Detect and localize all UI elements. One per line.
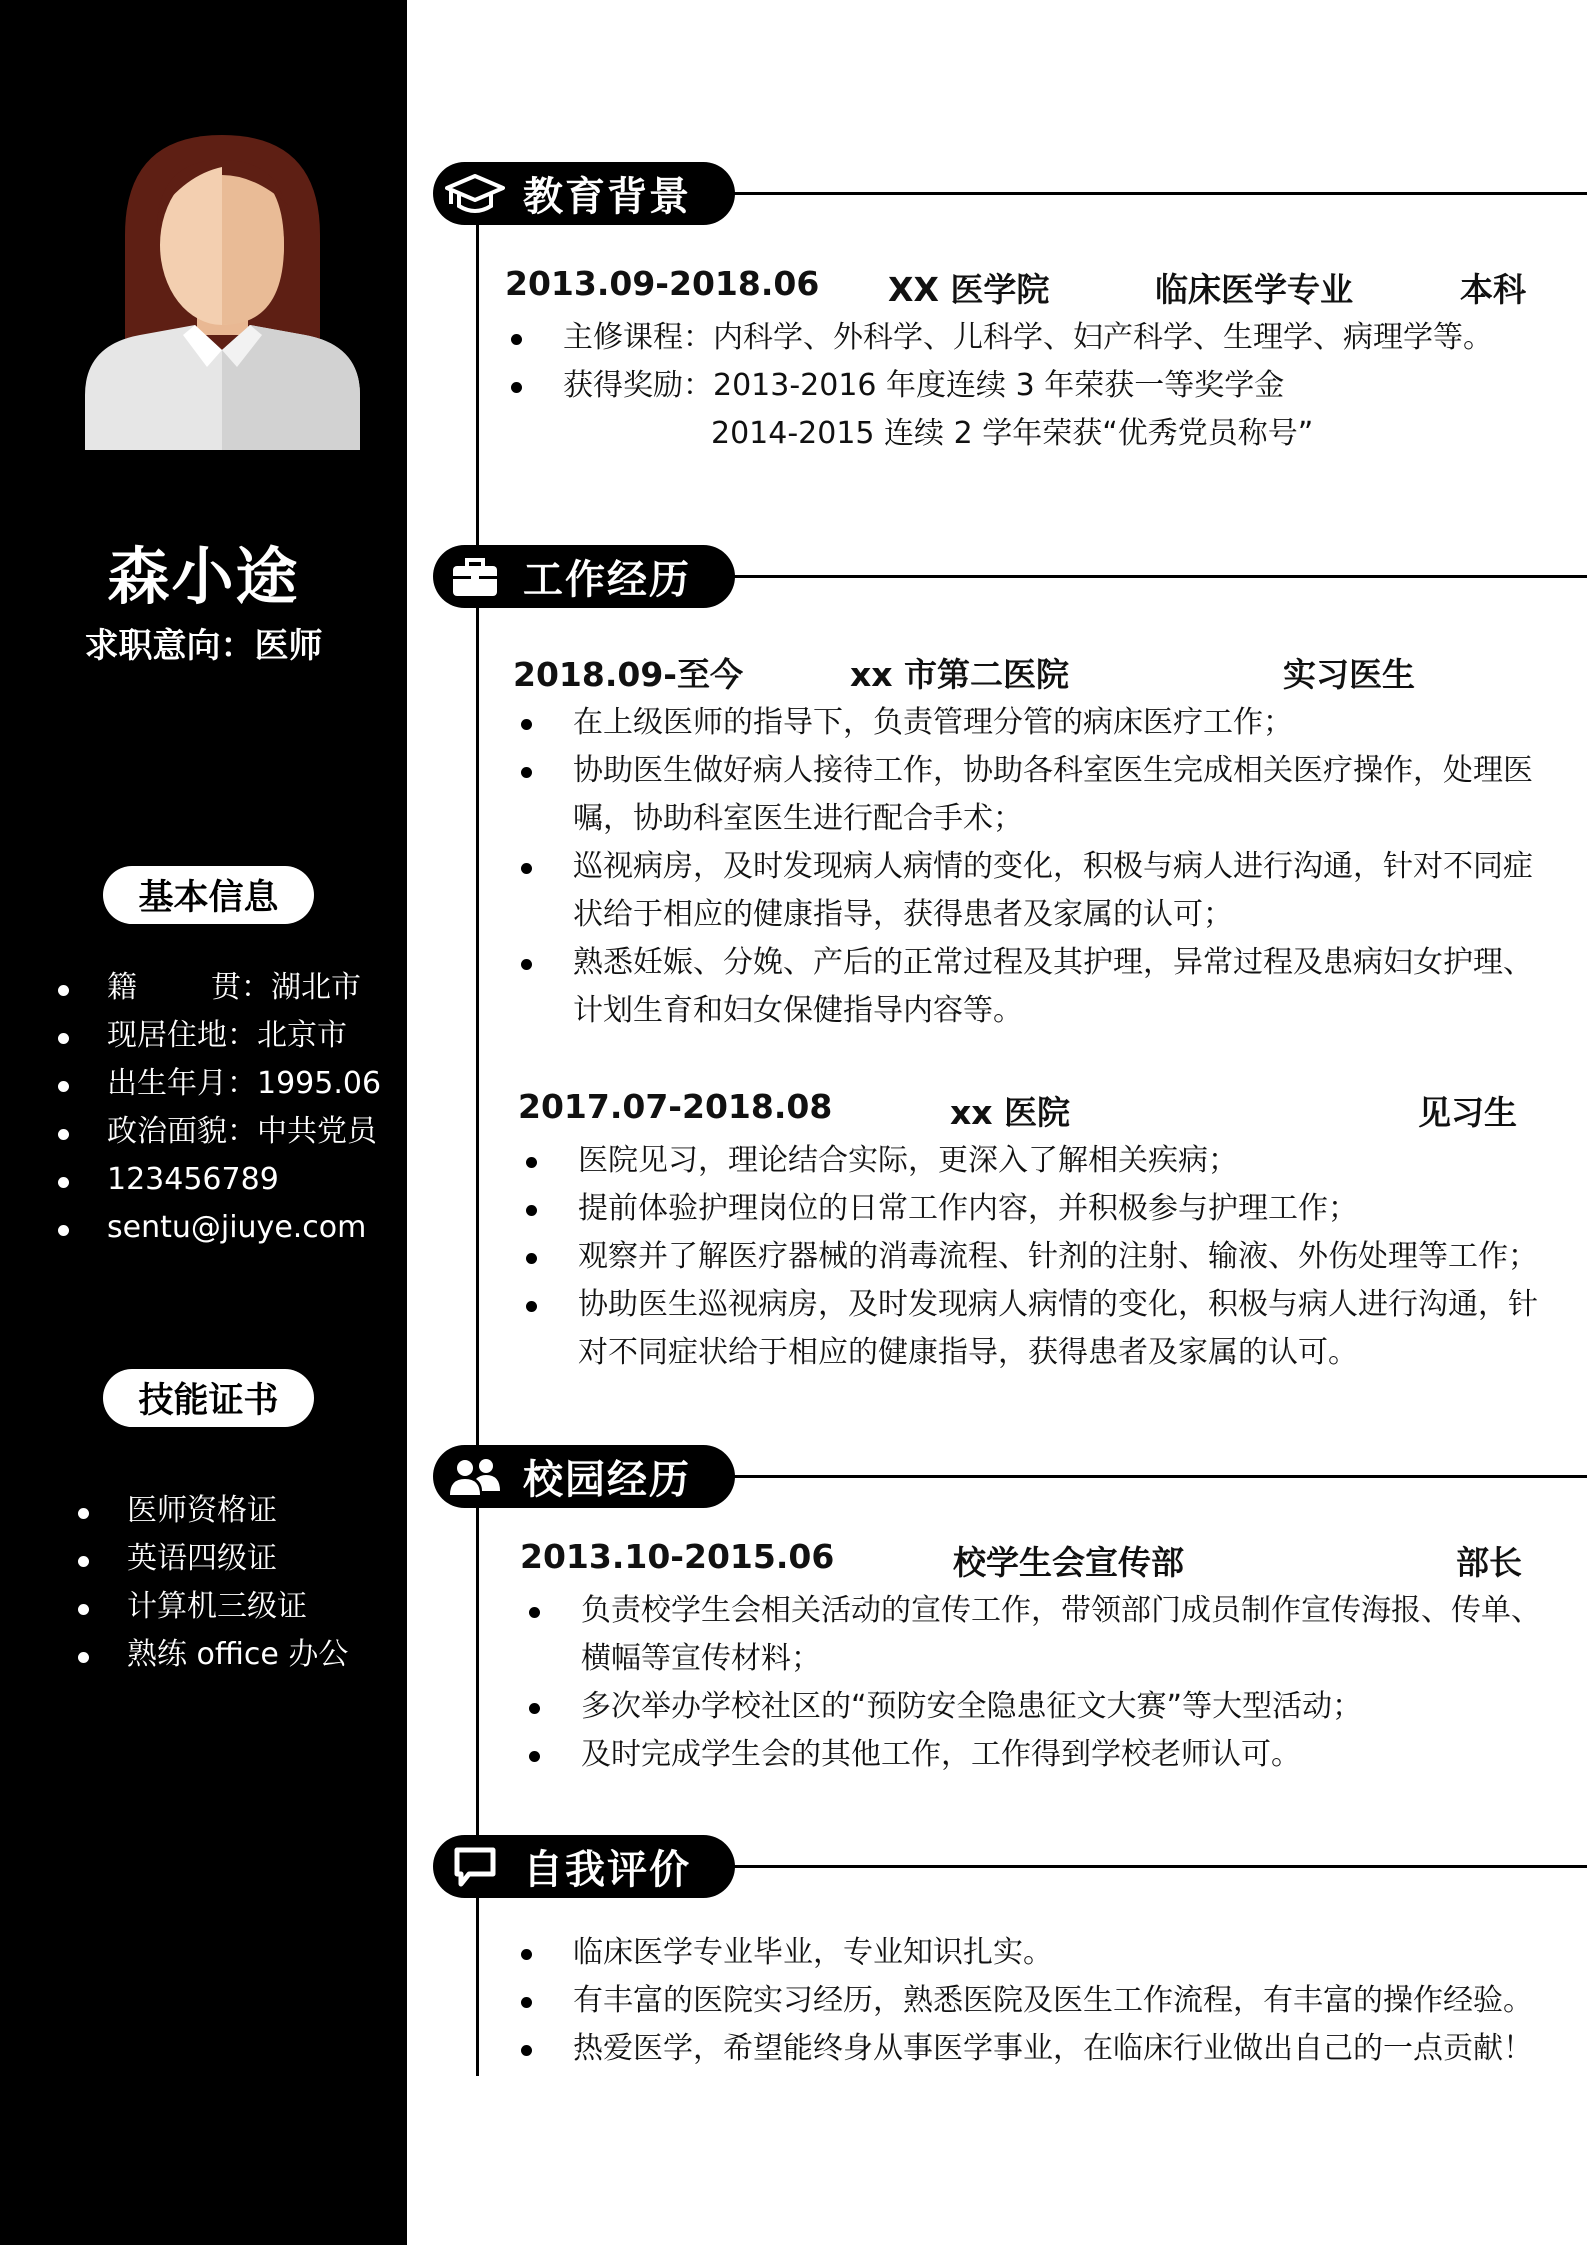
- list-item-line: 热爱医学，希望能终身从事医学事业，在临床行业做出自己的一点贡献！: [573, 2031, 1533, 2066]
- list-item: [573, 2025, 1533, 2073]
- list-item: [573, 1929, 1533, 1977]
- job-org: xx 医院: [950, 1093, 1071, 1132]
- skill-item: 熟练 office 办公: [127, 1631, 348, 1679]
- list-item-line: 医院见习，理论结合实际，更深入了解相关疾病；: [578, 1143, 1238, 1178]
- candidate-name: 森小途: [107, 540, 300, 613]
- people-icon: [439, 1445, 511, 1508]
- phone: 123456789: [107, 1156, 381, 1204]
- skill-item: 医师资格证: [127, 1487, 348, 1535]
- skills-heading: 技能证书: [103, 1369, 314, 1427]
- list-item: [573, 747, 1533, 843]
- list-item: [581, 1683, 1541, 1731]
- list-item-line: 巡视病房，及时发现病人病情的变化，积极与病人进行沟通，针对不同症: [573, 849, 1533, 884]
- list-item-line: 提前体验护理岗位的日常工作内容，并积极参与护理工作；: [578, 1191, 1358, 1226]
- residence: 现居住地：北京市: [107, 1012, 381, 1060]
- list-item: [573, 1977, 1533, 2025]
- self-eval-tab: [433, 1835, 735, 1898]
- list-item-line: 临床医学专业毕业，专业知识扎实。: [573, 1935, 1053, 1970]
- job-entry-header: [513, 649, 1513, 697]
- job-duties-list: [578, 1137, 1538, 1377]
- list-item: [573, 699, 1533, 747]
- list-item: [578, 1233, 1538, 1281]
- list-item-line: 负责校学生会相关活动的宣传工作，带领部门成员制作宣传海报、传单、: [581, 1593, 1541, 1628]
- list-item: [581, 1731, 1541, 1779]
- list-item: [563, 362, 1523, 410]
- section-rule: [729, 192, 1587, 195]
- timeline-line: [476, 220, 479, 2076]
- list-item-line: 对不同症状给于相应的健康指导，获得患者及家属的认可。: [578, 1335, 1358, 1370]
- award-item: 2013-2016 年度连续 3 年荣获一等奖学金: [713, 368, 1285, 403]
- avatar: [85, 135, 360, 450]
- awards-label: 获得奖励：: [563, 368, 713, 403]
- campus-tab: [433, 1445, 735, 1508]
- list-item-line: 嘱，协助科室医生进行配合手术；: [573, 801, 1023, 836]
- job-org: xx 市第二医院: [850, 655, 1070, 694]
- sidebar: [0, 0, 407, 2245]
- work-title: 工作经历: [523, 557, 691, 603]
- skills-list: [127, 1487, 348, 1679]
- basic-info-heading: 基本信息: [103, 866, 314, 924]
- list-item: [581, 1587, 1541, 1683]
- briefcase-icon: [439, 545, 511, 608]
- list-item: [578, 1137, 1538, 1185]
- self-eval-list: [573, 1929, 1533, 2073]
- campus-duties-list: [581, 1587, 1541, 1779]
- list-item: [573, 939, 1533, 1035]
- campus-period: 2013.10-2015.06: [520, 1537, 835, 1576]
- job-intent: 求职意向：医师: [84, 626, 323, 666]
- campus-org: 校学生会宣传部: [953, 1543, 1184, 1582]
- campus-entry-header: [520, 1537, 1520, 1585]
- list-item-line: 熟悉妊娠、分娩、产后的正常过程及其护理，异常过程及患病妇女护理、: [573, 945, 1533, 980]
- courses-text: 内科学、外科学、儿科学、妇产科学、生理学、病理学等。: [713, 320, 1493, 355]
- campus-role: 部长: [1456, 1543, 1522, 1582]
- native-place-label: 籍贯: [107, 970, 241, 1005]
- section-rule: [729, 575, 1587, 578]
- birth-date: 出生年月：1995.06: [107, 1060, 381, 1108]
- native-place: [107, 964, 381, 1012]
- email: sentu@jiuye.com: [107, 1204, 381, 1252]
- campus-title: 校园经历: [523, 1457, 691, 1503]
- award-item: 2014-2015 连续 2 学年荣获“优秀党员称号”: [711, 416, 1314, 451]
- list-item: [563, 314, 1523, 362]
- job-duties-list: [573, 699, 1533, 1035]
- education-entry-header: [505, 264, 1525, 312]
- work-tab: [433, 545, 735, 608]
- education-school: XX 医学院: [888, 270, 1050, 309]
- education-list: [563, 314, 1523, 458]
- job-role: 见习生: [1418, 1093, 1517, 1132]
- graduation-cap-icon: [439, 162, 511, 225]
- list-item-line: 及时完成学生会的其他工作，工作得到学校老师认可。: [581, 1737, 1301, 1772]
- list-item-line: 计划生育和妇女保健指导内容等。: [573, 993, 1023, 1028]
- education-tab: [433, 162, 735, 225]
- list-item: [573, 843, 1533, 939]
- speech-bubble-icon: [439, 1835, 511, 1898]
- job-entry-header: [518, 1087, 1518, 1135]
- list-item-line: 在上级医师的指导下，负责管理分管的病床医疗工作；: [573, 705, 1293, 740]
- list-item-line: 有丰富的医院实习经历，熟悉医院及医生工作流程，有丰富的操作经验。: [573, 1983, 1533, 2018]
- list-item-line: 多次举办学校社区的“预防安全隐患征文大赛”等大型活动；: [581, 1689, 1363, 1724]
- skill-item: 计算机三级证: [127, 1583, 348, 1631]
- native-place-value: ：湖北市: [241, 970, 361, 1005]
- list-item: [578, 1185, 1538, 1233]
- list-item-line: 协助医生做好病人接待工作，协助各科室医生完成相关医疗操作，处理医: [573, 753, 1533, 788]
- list-item-line: 横幅等宣传材料；: [581, 1641, 821, 1676]
- list-item-line: 观察并了解医疗器械的消毒流程、针剂的注射、输液、外伤处理等工作；: [578, 1239, 1538, 1274]
- job-period: 2017.07-2018.08: [518, 1087, 833, 1126]
- list-item-line: 状给于相应的健康指导，获得患者及家属的认可；: [573, 897, 1233, 932]
- section-rule: [729, 1865, 1587, 1868]
- job-period: 2018.09-至今: [513, 655, 744, 694]
- education-title: 教育背景: [523, 174, 691, 220]
- section-rule: [729, 1475, 1587, 1478]
- basic-info-list: [107, 964, 381, 1252]
- courses-label: 主修课程：: [563, 320, 713, 355]
- list-item-line: 协助医生巡视病房，及时发现病人病情的变化，积极与病人进行沟通，针: [578, 1287, 1538, 1322]
- education-degree: 本科: [1460, 270, 1526, 309]
- education-period: 2013.09-2018.06: [505, 264, 820, 303]
- job-role: 实习医生: [1283, 655, 1415, 694]
- self-eval-title: 自我评价: [523, 1847, 691, 1893]
- list-item: [578, 1281, 1538, 1377]
- skill-item: 英语四级证: [127, 1535, 348, 1583]
- education-major: 临床医学专业: [1155, 270, 1353, 309]
- political-status: 政治面貌：中共党员: [107, 1108, 381, 1156]
